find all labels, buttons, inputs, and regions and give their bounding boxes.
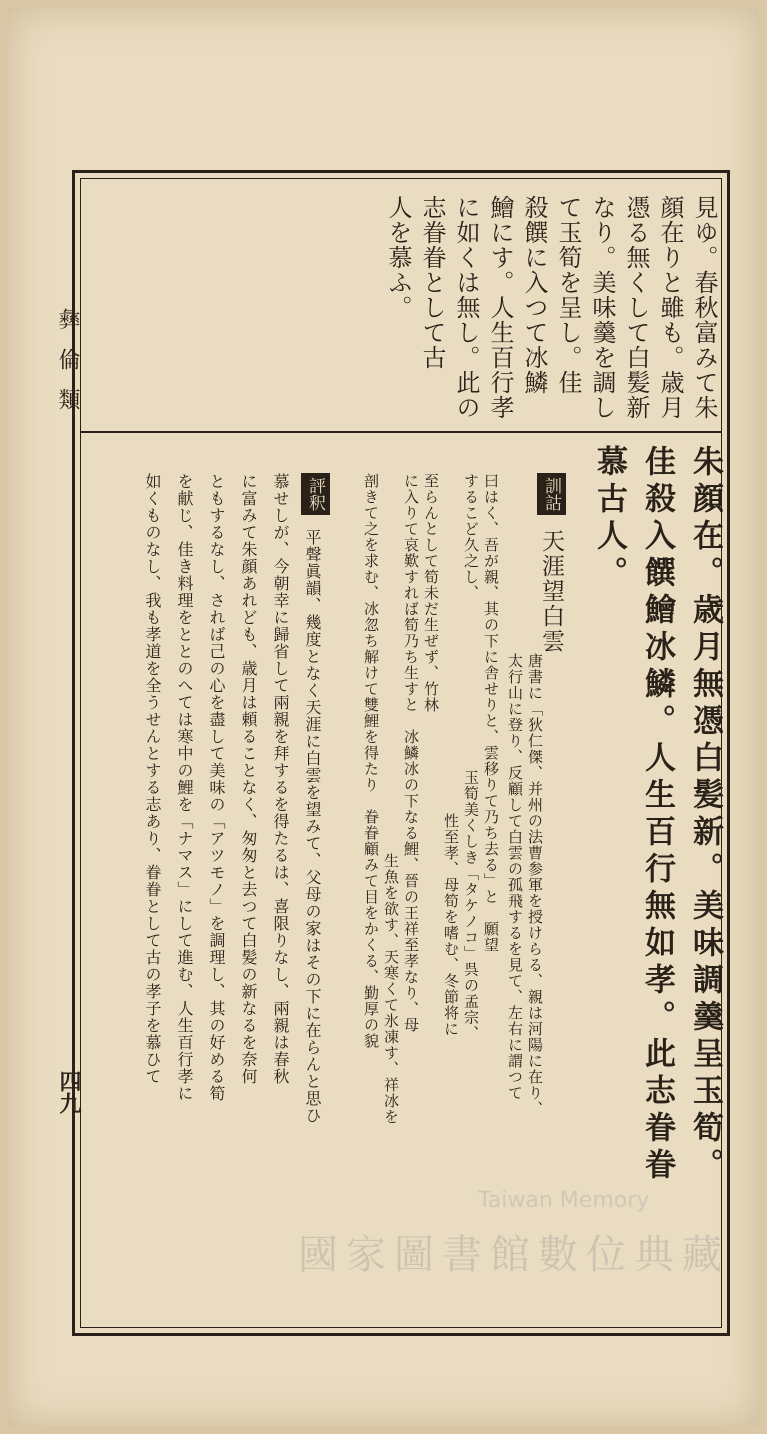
main-line: 佳殺入饌鱠冰鱗。人生百行無如孝。此志眷眷 [639,445,675,1185]
main-line: 慕古人。 [591,445,627,593]
kunko-line: 性至孝、母筍を嗜む、冬節将に [442,813,460,1037]
hyoshaku-tag: 評釈 [301,473,330,515]
section-title: 彝倫類 [55,308,80,428]
kunko-tag-wrap [537,473,566,515]
upper-line: 憑る無くして白髪新 [622,195,650,420]
hyoshaku-line: 如くものなし、我も孝道を全うせんとする志あり、眷眷として古の孝子を慕ひて [143,473,162,1085]
kunko-heading: 天涯望白雲 [538,529,564,654]
kunko-line: 太行山に登り、反顧して白雲の孤飛するを見て、左右に謂つて [506,653,524,1101]
hyoshaku-line: を献じ、佳き料理をととのへては寒中の鯉を「ナマス」にして進む、人生百行孝に [175,473,194,1102]
watermark: 國家圖書館數位典藏 [298,1232,730,1278]
upper-line: 人を慕ふ。 [384,195,412,320]
upper-line: なり。美味羹を調し [588,195,616,420]
document-page [8,8,759,1426]
text-frame [72,170,730,1336]
kunko-line: 至らんとして筍未だ生ぜず、竹林 [422,473,440,713]
kunko-line: 唐書に「狄仁傑、并州の法曹参軍を授けらる、親は河陽に在り、 [526,653,544,1117]
page-number: 四九 [56,1070,82,1114]
hyoshaku-line: に富みて朱顔あれども、歳月は頼ることなく、匆匆と去つて白髪の新なるを奈何 [239,473,258,1085]
hyoshaku-tag-wrap [301,473,330,515]
upper-line: 志眷眷として古 [418,195,446,370]
upper-line: 鱠にす。人生百行孝 [486,195,514,420]
upper-line: て玉筍を呈し。佳 [554,195,582,395]
kunko-tag: 訓詁 [537,473,566,515]
upper-line: に如くは無し。此の [452,195,480,420]
upper-line: 見ゆ。春秋富みて朱 [690,195,718,420]
upper-line: 殺饌に入つて冰鱗 [520,195,548,395]
hyoshaku-line: 慕せしが、今朝幸に歸省して兩親を拜するを得たるは、喜限りなし、兩親は春秋 [271,473,290,1085]
hyoshaku-line: 平聲眞韻、幾度となく天涯に白雲を望みて、父母の家はその下に在らんと思ひ [303,529,322,1124]
watermark-english: Taiwan Memory [478,1188,650,1213]
kunko-line: 曰はく、吾が親、其の下に舎せりと、雲移りて乃ち去る」と 願望 [482,473,500,953]
upper-line: 顔在りと雖も。歳月 [656,195,684,420]
kunko-line: に入りて哀歎すれば筍乃ち生すと 冰鱗冰の下なる鯉、晉の王祥至孝なり、母 [402,473,420,1033]
kunko-line: 剖きて之を求む、冰忽ち解けて雙鯉を得たり 眷眷顧みて目をかくる、勤厚の貌 [362,473,380,1049]
hyoshaku-line: ともするなし、されば己の心を盡して美味の「アツモノ」を調理し、其の好める筍 [207,473,226,1102]
section-divider [80,431,722,433]
kunko-line: するこど久之し、 玉筍美くしき「タケノコ」呉の孟宗、 [462,473,480,1042]
main-line: 朱顔在。歳月無憑白髪新。美味調羹呈玉筍。 [687,445,723,1185]
kunko-line: 生魚を欲す、天寒くて氷凍す、祥冰を [382,853,400,1125]
